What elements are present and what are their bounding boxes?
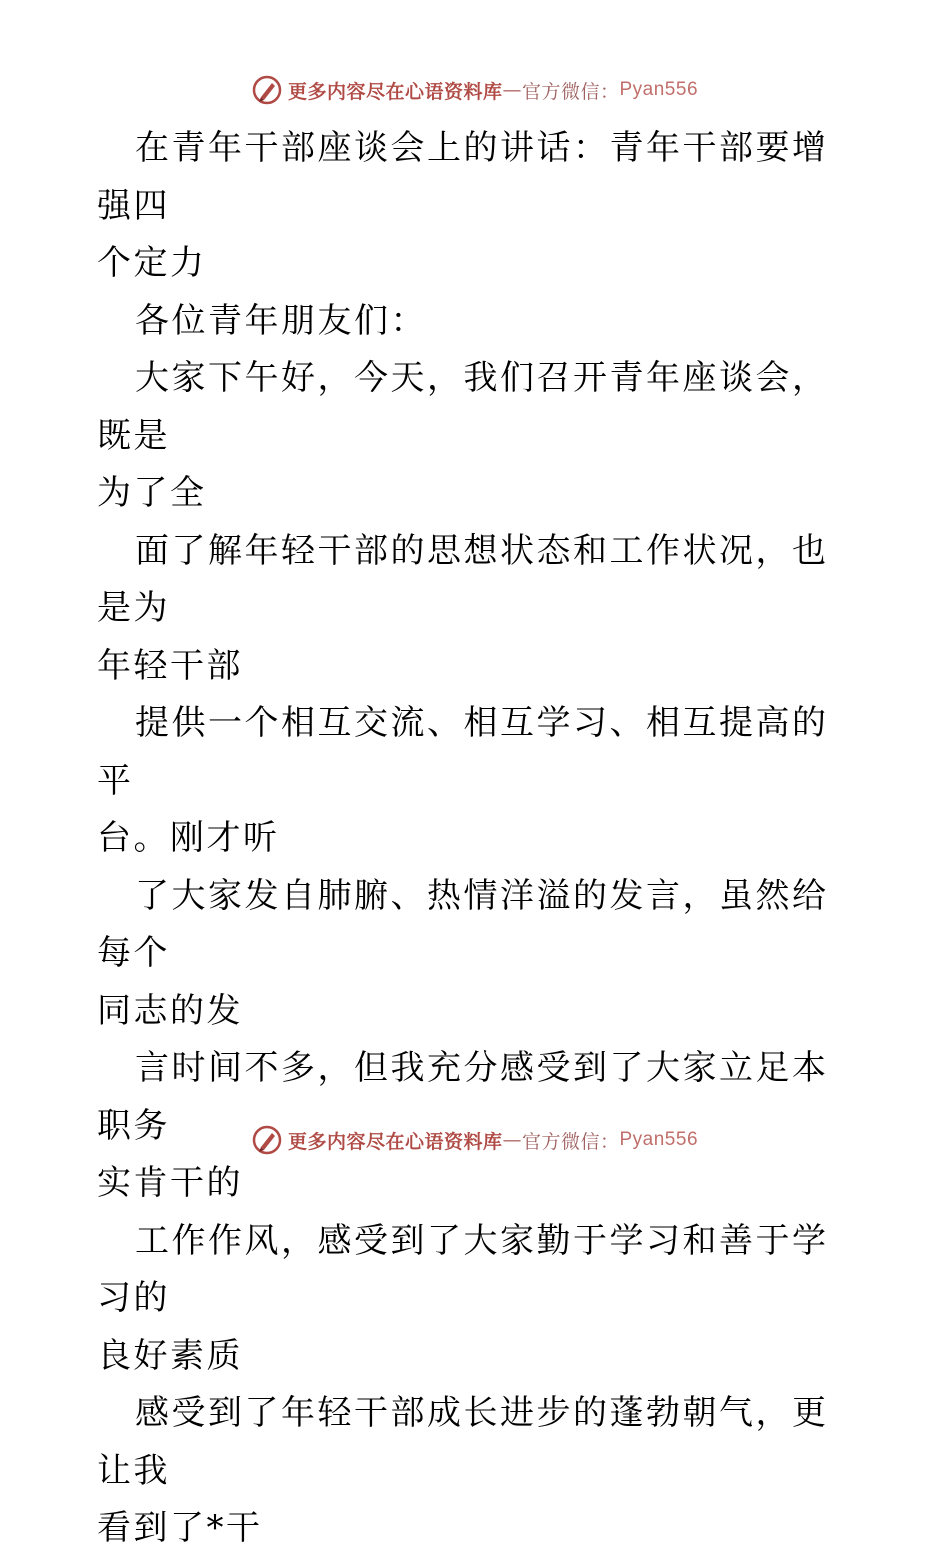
paragraph bbox=[97, 350, 857, 523]
watermark-wechat-id: Pyan556 bbox=[619, 79, 699, 100]
paragraph-continuation: 个定力 bbox=[97, 243, 207, 283]
watermark-official-label: 官方微信： bbox=[521, 1130, 620, 1153]
paragraph-continuation: 台。刚才听 bbox=[97, 818, 280, 858]
paragraph-line: 提供一个相互交流、相互学习、相互提高的平 bbox=[97, 703, 829, 801]
watermark-brand: 更多内容尽在心语资料库 bbox=[287, 1130, 503, 1153]
watermark-brand: 更多内容尽在心语资料库 bbox=[287, 80, 503, 103]
watermark-wechat-id: Pyan556 bbox=[619, 1129, 699, 1150]
paragraph-line: 言时间不多，但我充分感受到了大家立足本职务 bbox=[97, 1048, 829, 1146]
paragraph bbox=[97, 1385, 857, 1558]
header-watermark-banner bbox=[0, 70, 950, 110]
paragraph bbox=[97, 695, 857, 868]
paragraph-line: 面了解年轻干部的思想状态和工作状况，也是为 bbox=[97, 530, 829, 628]
paragraph-continuation: 年轻干部 bbox=[97, 645, 243, 686]
watermark-dash: — bbox=[502, 79, 522, 101]
paragraph-continuation: 为了全 bbox=[97, 473, 207, 513]
paragraph-line: 在青年干部座谈会上的讲话：青年干部要增强四 bbox=[97, 128, 829, 226]
pen-logo-icon bbox=[252, 75, 282, 105]
document-title bbox=[97, 120, 857, 293]
pen-logo-icon bbox=[252, 1125, 282, 1155]
paragraph bbox=[97, 1213, 857, 1386]
document-body bbox=[97, 120, 857, 1558]
paragraph-continuation: 实肯干的 bbox=[97, 1163, 243, 1203]
footer-watermark-banner bbox=[0, 1120, 950, 1160]
paragraph-line: 大家下午好，今天，我们召开青年座谈会，既是 bbox=[97, 358, 829, 456]
paragraph-line: 各位青年朋友们： bbox=[135, 300, 427, 341]
salutation bbox=[97, 293, 857, 351]
paragraph-line: 感受到了年轻干部成长进步的蓬勃朝气，更让我 bbox=[97, 1393, 829, 1491]
paragraph bbox=[97, 868, 857, 1041]
paragraph-line: 工作作风，感受到了大家勤于学习和善于学习的 bbox=[97, 1220, 829, 1318]
watermark-official-label: 官方微信： bbox=[521, 80, 620, 103]
paragraph-continuation: 良好素质 bbox=[97, 1335, 243, 1376]
paragraph-continuation: 看到了*干 bbox=[97, 1508, 263, 1548]
paragraph bbox=[97, 523, 857, 696]
paragraph-line: 了大家发自肺腑、热情洋溢的发言，虽然给每个 bbox=[97, 875, 829, 973]
watermark-dash: — bbox=[502, 1129, 522, 1151]
paragraph-continuation: 同志的发 bbox=[97, 990, 243, 1031]
